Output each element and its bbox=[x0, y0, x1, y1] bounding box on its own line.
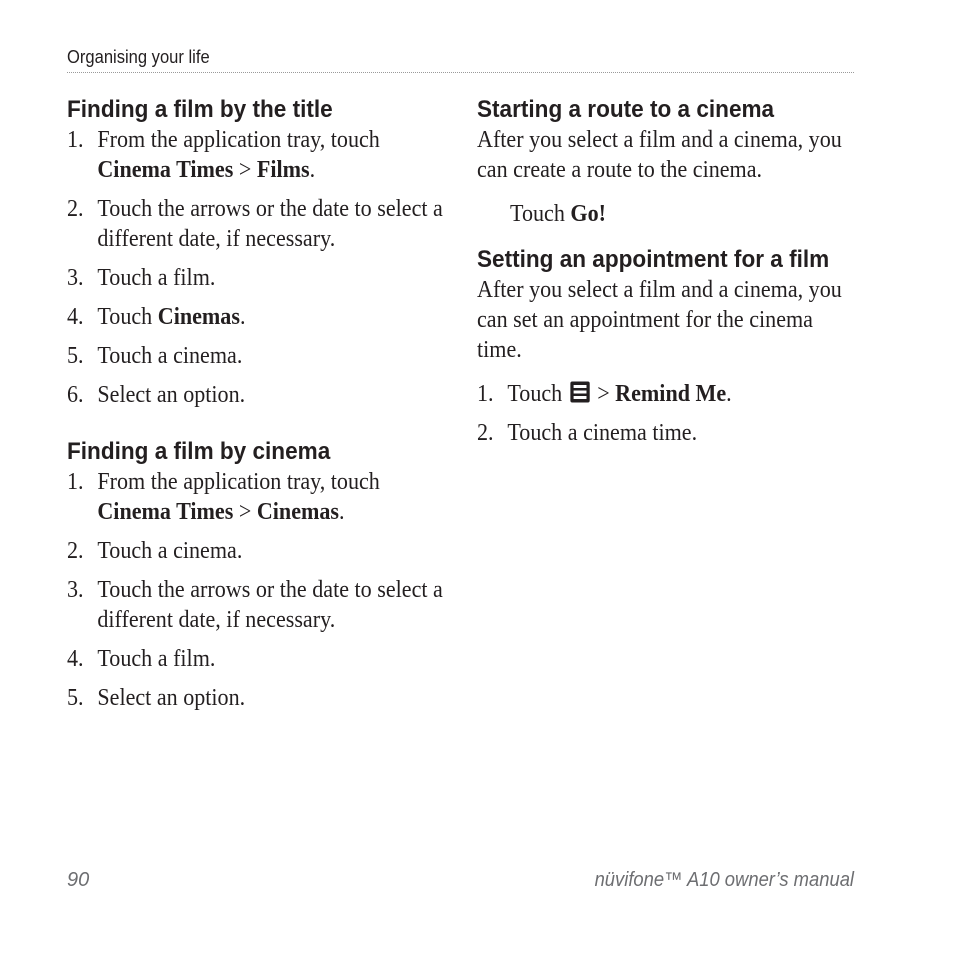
right-column bbox=[477, 95, 854, 457]
heading-find-by-title: Finding a film by the title bbox=[67, 96, 333, 123]
list-item: 4. Touch Cinemas. bbox=[67, 304, 246, 330]
list-item: 2. Touch a cinema time. bbox=[477, 420, 698, 446]
heading-find-by-cinema: Finding a film by cinema bbox=[67, 438, 331, 465]
steps-set-appointment bbox=[477, 379, 854, 448]
menu-icon bbox=[570, 381, 590, 403]
list-item: 1. From the application tray, touch Cinema Times > Films. bbox=[67, 127, 380, 183]
left-column bbox=[67, 95, 447, 722]
heading-route-to-cinema: Starting a route to a cinema bbox=[477, 96, 775, 123]
list-item: 2. Touch a cinema. bbox=[67, 538, 243, 564]
steps-find-by-title bbox=[67, 125, 447, 410]
list-item: 4. Touch a film. bbox=[67, 646, 216, 672]
list-item: 2. Touch the arrows or the date to select a different date, if necessary. bbox=[67, 196, 443, 252]
header-divider bbox=[67, 72, 854, 73]
manual-title: nüvifone™ A10 owner’s manual bbox=[594, 869, 854, 891]
list-item: 5. Touch a cinema. bbox=[67, 343, 243, 369]
list-item: 5. Select an option. bbox=[67, 685, 246, 711]
heading-set-appointment: Setting an appointment for a film bbox=[477, 246, 830, 273]
list-item: 1. Touch > Remind Me. bbox=[477, 381, 732, 407]
appointment-body: After you select a film and a cinema, you can set an appointment for the cinema time. bbox=[477, 277, 842, 363]
list-item: 6. Select an option. bbox=[67, 382, 246, 408]
route-body: After you select a film and a cinema, you can create a route to the cinema. bbox=[477, 127, 842, 183]
list-item: 3. Touch the arrows or the date to select a different date, if necessary. bbox=[67, 577, 443, 633]
running-header: Organising your life bbox=[67, 47, 210, 67]
go-label: Go! bbox=[570, 201, 606, 227]
steps-find-by-cinema bbox=[67, 467, 447, 713]
list-item: 3. Touch a film. bbox=[67, 265, 216, 291]
page-number: 90 bbox=[67, 869, 90, 891]
list-item: 1. From the application tray, touch Cinema Times > Cinemas. bbox=[67, 469, 380, 525]
route-instruction: Touch Go! bbox=[510, 201, 606, 227]
